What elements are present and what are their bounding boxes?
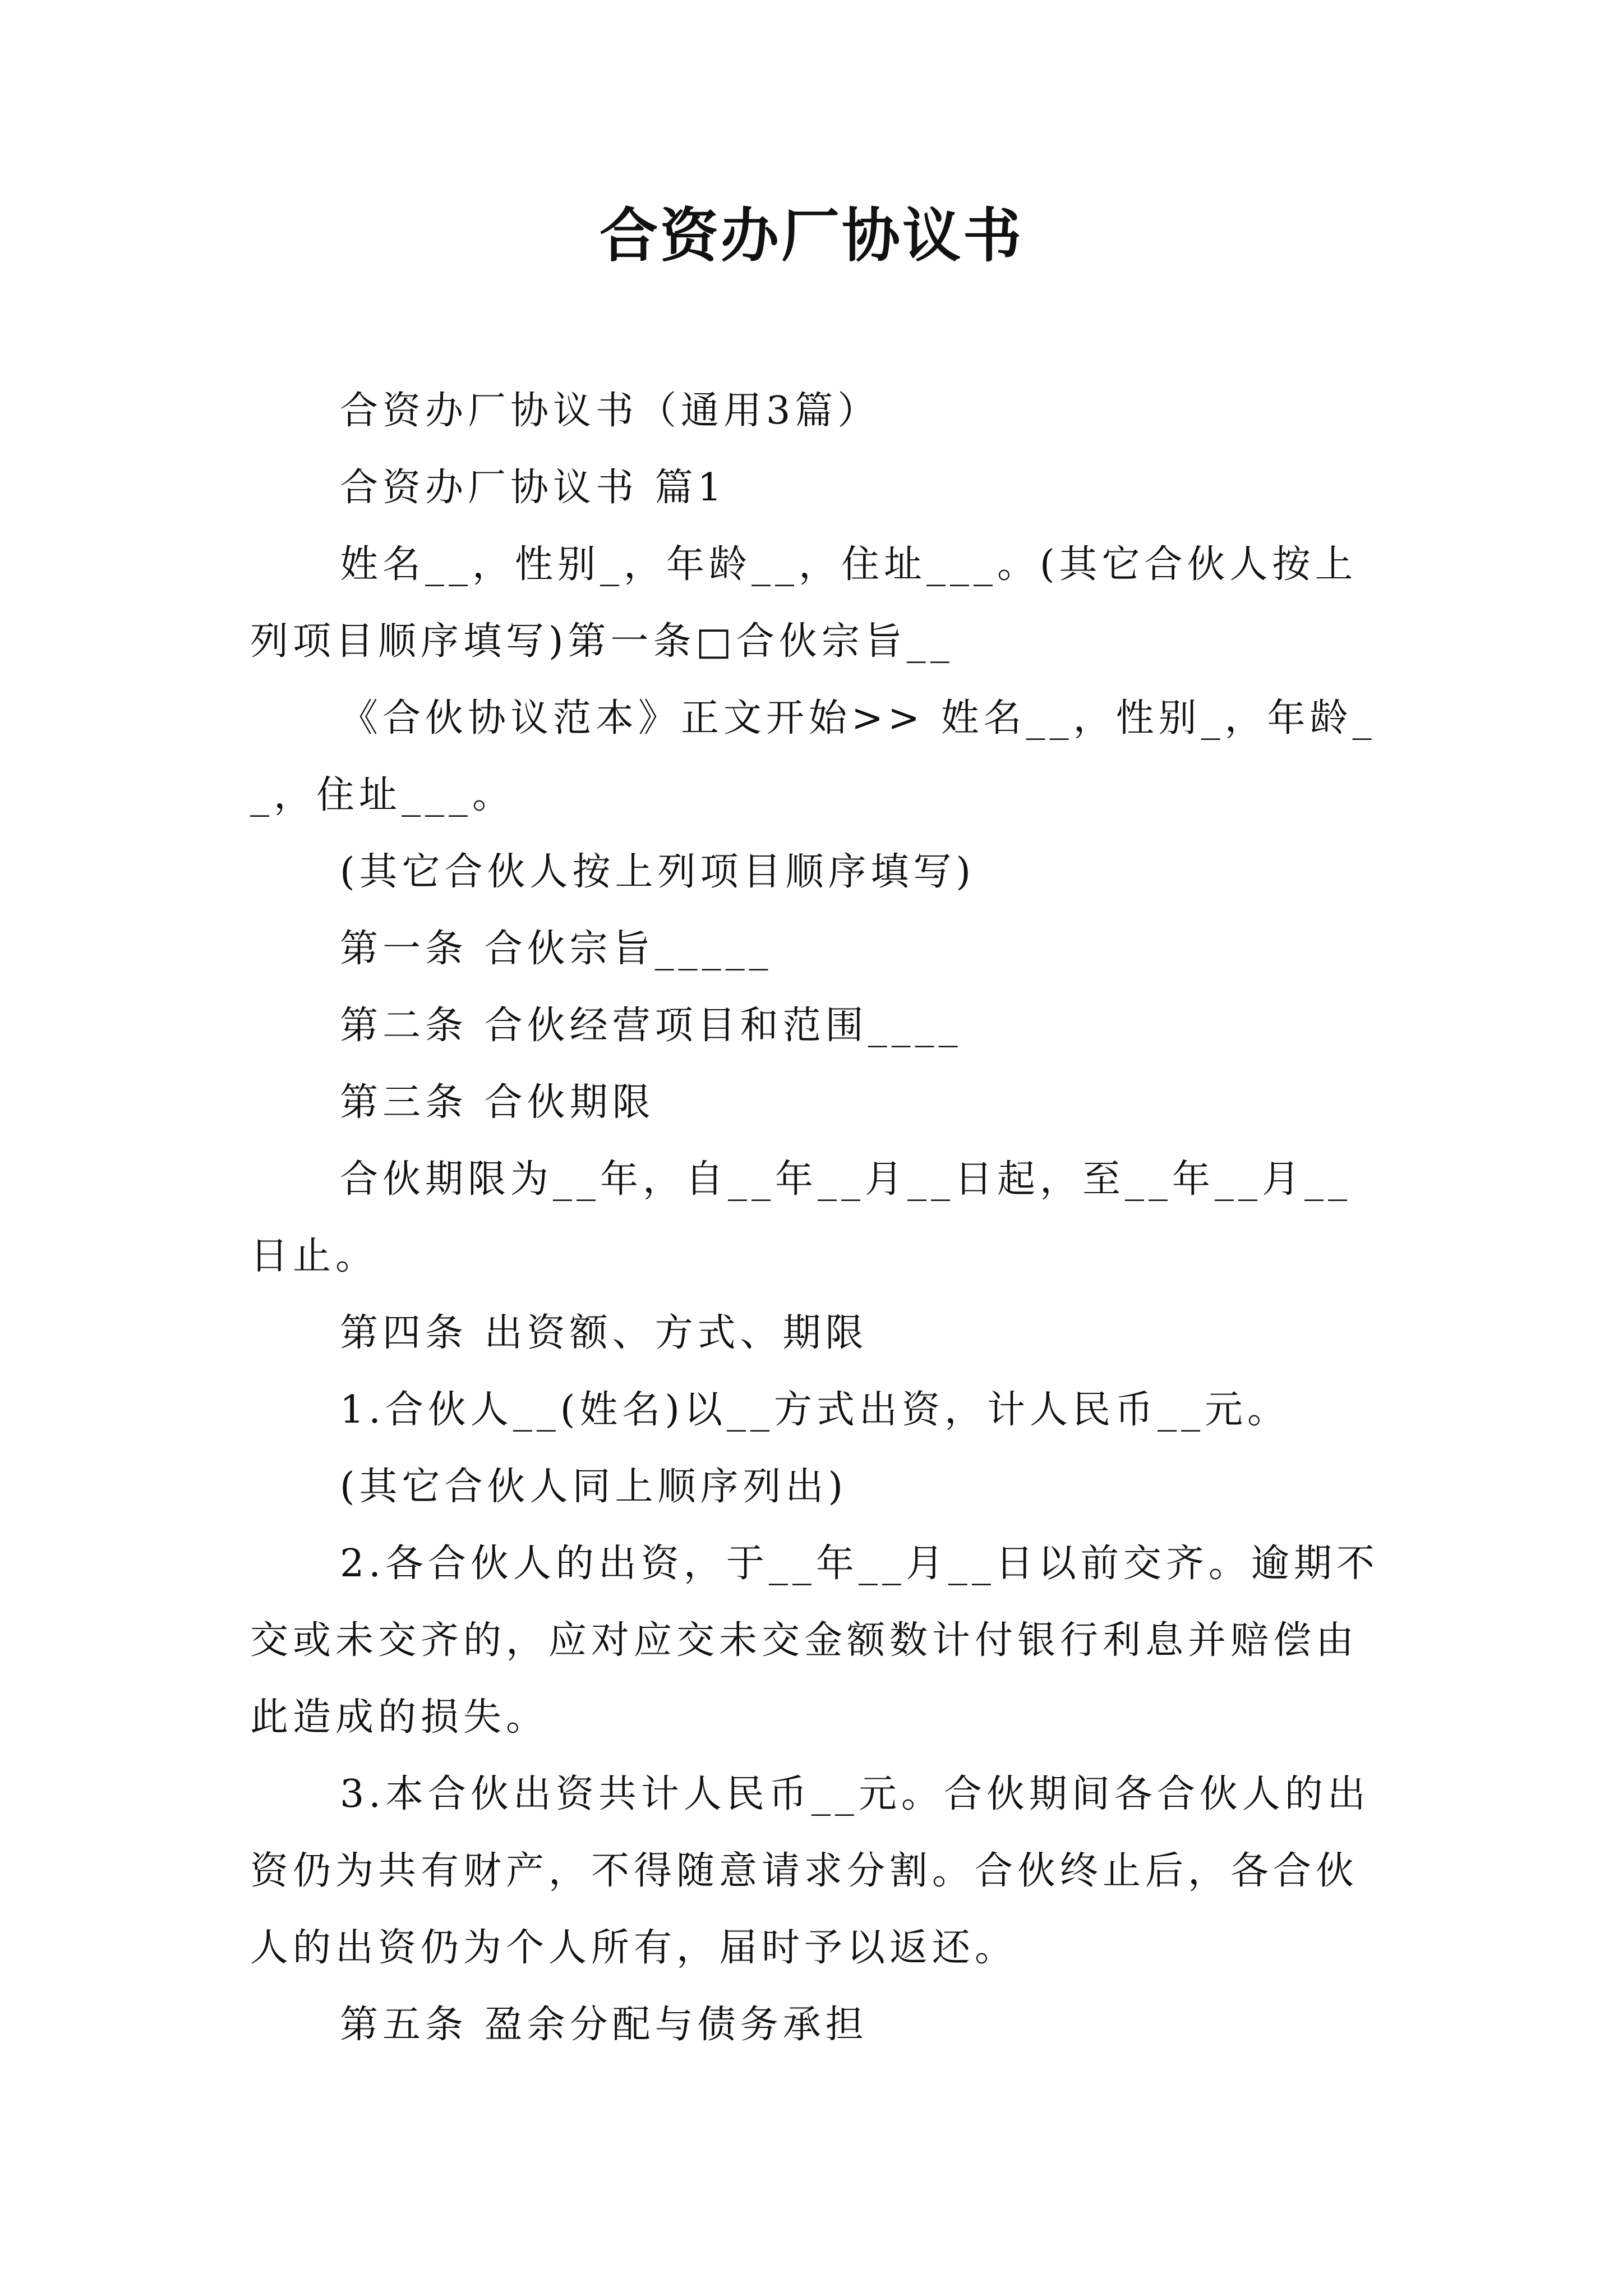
article-3-term-text: 合伙期限为__年，自__年__月__日起，至__年__月__日止。 (250, 1157, 1352, 1278)
article-4-clause-3: 3.本合伙出资共计人民币__元。合伙期间各合伙人的出资仍为共有财产，不得随意请求分割。合伙终止后，各合伙人的出资仍为个人所有，届时予以返还。 (250, 1772, 1370, 1970)
article-1-purpose: 第一条 合伙宗旨_____ (340, 927, 773, 971)
paragraph-partner-info-summary: 姓名__，性别_，年龄__，住址___。(其它合伙人按上列项目顺序填写)第一条□合伙宗旨__ (250, 542, 1358, 664)
paragraph-heading-general: 合资办厂协议书（通用3篇） (340, 389, 880, 433)
article-4-clause-1: 1.合伙人__(姓名)以__方式出资，计人民币__元。 (340, 1388, 1290, 1432)
article-4-clause-2: 2.各合伙人的出资，于__年__月__日以前交齐。逾期不交或未交齐的，应对应交未交金额数计付银行利息并赔偿由此造成的损失。 (250, 1542, 1379, 1740)
article-4-heading: 第四条 出资额、方式、期限 (340, 1311, 868, 1355)
article-4-other-partners-note: (其它合伙人同上顺序列出) (340, 1465, 848, 1509)
article-5-heading: 第五条 盈余分配与债务承担 (340, 2003, 868, 2047)
article-2-scope: 第二条 合伙经营项目和范围____ (340, 1004, 962, 1048)
document-title: 合资办厂协议书 (599, 201, 1023, 270)
paragraph-part-1-heading: 合资办厂协议书 篇1 (340, 466, 726, 510)
paragraph-other-partners-note: (其它合伙人按上列项目顺序填写) (340, 850, 976, 894)
paragraph-partner-info: 《合伙协议范本》正文开始>> 姓名__，性别_，年龄__，住址___。 (250, 696, 1376, 817)
article-3-term-heading: 第三条 合伙期限 (340, 1080, 655, 1125)
document-body (250, 372, 1389, 2063)
